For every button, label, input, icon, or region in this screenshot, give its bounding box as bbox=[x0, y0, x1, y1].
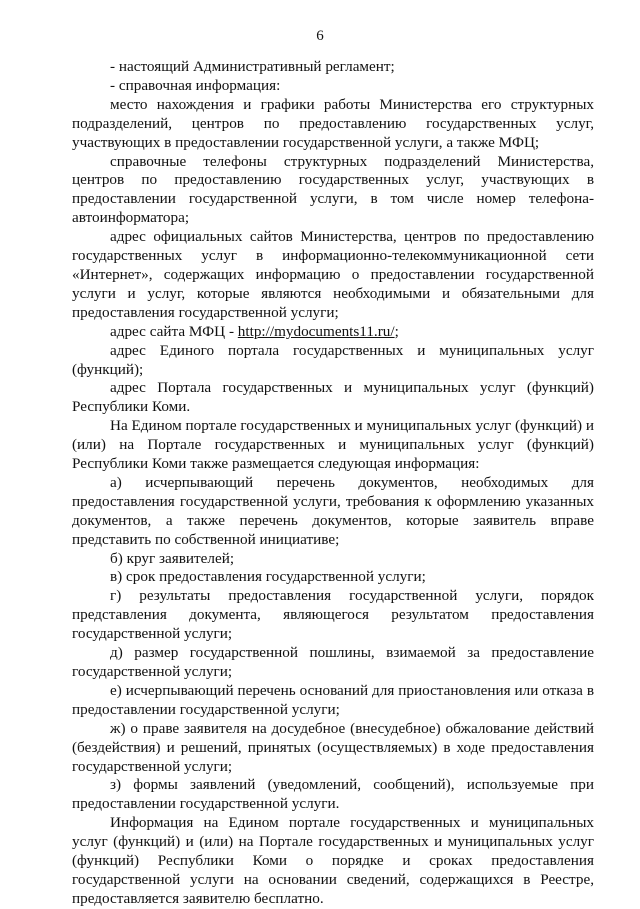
list-item-v: в) срок предоставления государственной услуги; bbox=[110, 568, 426, 586]
list-item-g: г) результаты предоставления государственной услуги, порядок представления документа, являющегося результатом предоставления государственной услуги; bbox=[72, 587, 594, 643]
list-item-zh: ж) о праве заявителя на досудебное (внесудебное) обжалование действий (бездействия) и решений, принятых (осуществляемых) в ходе предоставления государственной услуги; bbox=[72, 719, 594, 775]
paragraph-reference-info: - справочная информация: bbox=[110, 76, 281, 94]
mfc-site-link[interactable]: http://mydocuments11.ru/ bbox=[237, 322, 395, 340]
list-item-d: д) размер государственной пошлины, взимаемой за предоставление государственной услуги; bbox=[72, 644, 594, 680]
paragraph-portal-info: На Едином портале государственных и муниципальных услуг (функций) и (или) на Портале государственных и муниципальных услуг (функций) Республики Коми также размещается следующая информация: bbox=[72, 417, 594, 473]
paragraph-free-info: Информация на Едином портале государственных и муниципальных услуг (функций) и (или) на Портале государственных и муниципальных услуг (функций) Республики Коми о порядке и сроках предоставления государственной услуги на основании сведений, содержащихся в Реестре, предоставляется заявителю бесплатно. bbox=[72, 814, 594, 907]
list-item-z: з) формы заявлений (уведомлений, сообщений), используемые при предоставлении государственной услуги. bbox=[72, 776, 594, 813]
list-item-a: а) исчерпывающий перечень документов, необходимых для предоставления государственной услуги, требования к оформлению указанных документов, а также перечень документов, которые заявитель вправе представить по собственной инициативе; bbox=[72, 473, 594, 548]
list-item-e: е) исчерпывающий перечень оснований для приостановления или отказа в предоставлении государственной услуги; bbox=[72, 681, 594, 718]
paragraph-phones: справочные телефоны структурных подразделений Министерства, центров по предоставлению государственных услуг, участвующих в предоставлении государственной услуги, в том числе номер телефона-автоинформатора; bbox=[72, 152, 594, 227]
paragraph-official-sites: адрес официальных сайтов Министерства, центров по предоставлению государственных услуг в информационно-телекоммуникационной сети «Интернет», содержащих информацию о предоставлении государственной услуги и услуг, которые являются необходимыми и обязательными для предоставления государственной услуги; bbox=[72, 228, 594, 321]
list-item-b: б) круг заявителей; bbox=[110, 549, 235, 567]
page-number: 6 bbox=[316, 28, 324, 44]
mfc-site-prefix: адрес сайта МФЦ - bbox=[110, 322, 238, 340]
paragraph-regulation: - настоящий Административный регламент; bbox=[110, 58, 395, 75]
document-body bbox=[72, 58, 594, 909]
paragraph-komi-portal: адрес Портала государственных и муниципальных услуг (функций) Республики Коми. bbox=[72, 379, 594, 416]
mfc-site-suffix: ; bbox=[394, 322, 399, 340]
paragraph-location: место нахождения и графики работы Министерства его структурных подразделений, центров по предоставлению государственных услуг, участвующих в предоставлении государственной услуги, а также МФЦ; bbox=[72, 95, 594, 151]
paragraph-unified-portal: адрес Единого портала государственных и муниципальных услуг (функций); bbox=[72, 341, 594, 378]
paragraph-mfc-site bbox=[72, 323, 594, 342]
